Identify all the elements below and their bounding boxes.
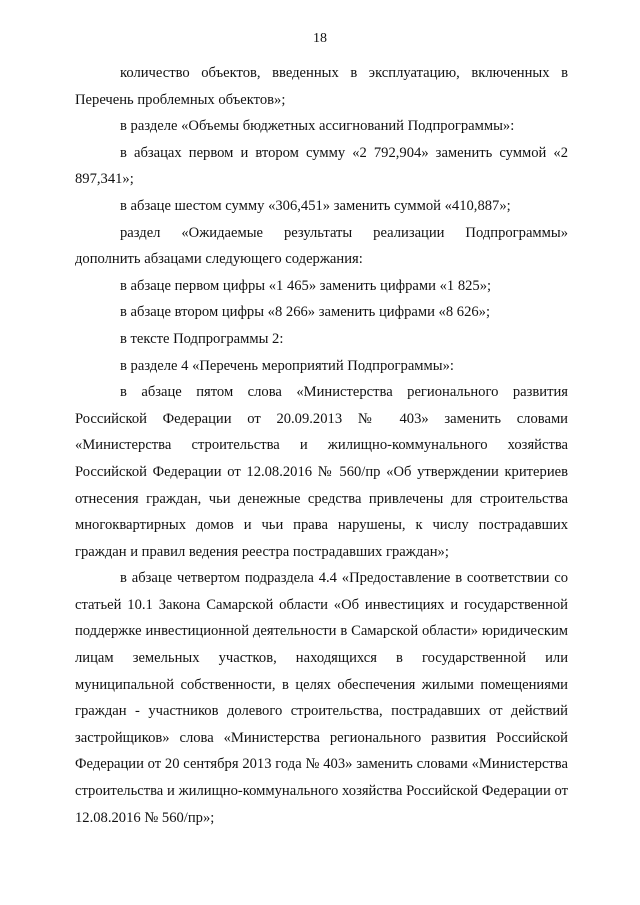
paragraph-budget-sum-replace: в абзацах первом и втором сумму «2 792,904» заменить суммой «2 897,341»;	[75, 144, 568, 188]
paragraph-sixth-abzac-sum: в абзаце шестом сумму «306,451» заменить суммой «410,887»;	[120, 197, 511, 214]
page-number: 18	[313, 31, 327, 46]
document-body	[75, 60, 568, 831]
paragraph-expected-results: раздел «Ожидаемые результаты реализации Подпрограммы» дополнить абзацами следующего содержания:	[75, 224, 568, 268]
paragraph-subprogram-2: в тексте Подпрограммы 2:	[120, 330, 284, 347]
paragraph-first-abzac-figures: в абзаце первом цифры «1 465» заменить цифрами «1 825»;	[120, 277, 492, 294]
paragraph-fourth-abzac-subsection: в абзаце четвертом подраздела 4.4 «Предоставление в соответствии со статьей 10.1 Закона Самарской области «Об инвестициях и государственной поддержке инвестиционной деятельности в Самарской области» юридическим лицам земельных участков, находящихся в государственной или муниципальной собственности, в целях обеспечения жилыми помещениями граждан - участников долевого строительства, пострадавших от действий застройщиков» слова «Министерства регионального развития Российской Федерации от 20 сентября 2013 года № 403» заменить словами «Министерства строительства и жилищно-коммунального хозяйства Российской Федерации от 12.08.2016 № 560/пр»;	[75, 570, 568, 826]
paragraph-fifth-abzac-ministry: в абзаце пятом слова «Министерства регионального развития Российской Федерации от 20.09.2013 № 403» заменить словами «Министерства строительства и жилищно-коммунального хозяйства Российской Федерации от 12.08.2016 № 560/пр «Об утверждении критериев отнесения граждан, чьи денежные средства привлечены для строительства многоквартирных домов и чьи права нарушены, к числу пострадавших граждан и правил ведения реестра пострадавших граждан»;	[75, 384, 568, 560]
paragraph-section-4: в разделе 4 «Перечень мероприятий Подпрограммы»:	[120, 357, 454, 374]
paragraph-objects-count: количество объектов, введенных в эксплуатацию, включенных в Перечень проблемных объектов»;	[75, 65, 568, 108]
paragraph-second-abzac-figures: в абзаце втором цифры «8 266» заменить цифрами «8 626»;	[120, 304, 491, 321]
paragraph-budget-section: в разделе «Объемы бюджетных ассигнований Подпрограммы»:	[120, 118, 515, 135]
